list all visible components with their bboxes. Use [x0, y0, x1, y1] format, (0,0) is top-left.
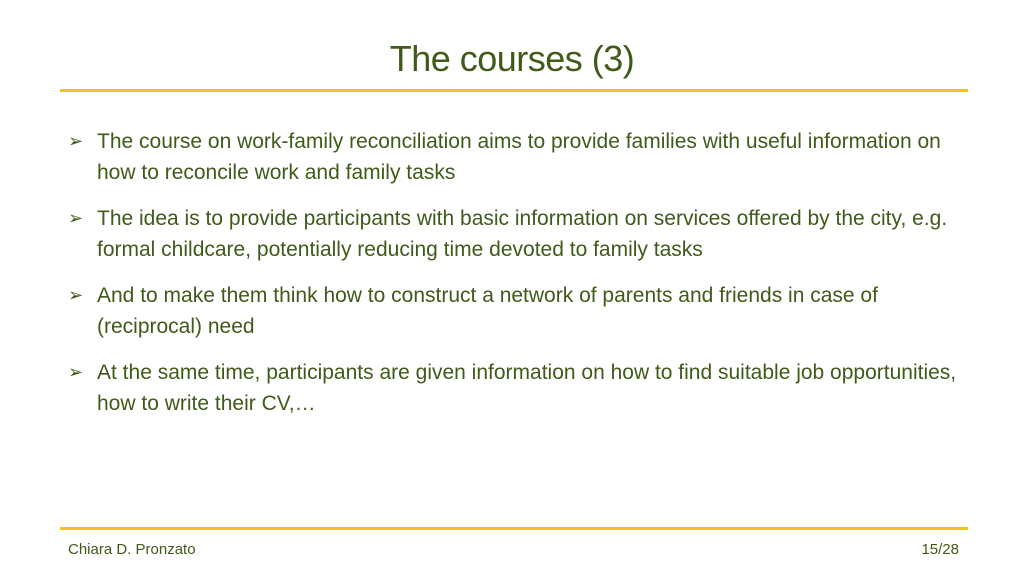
bullet-item [68, 126, 968, 188]
arrow-bullet-icon: ➢ [68, 362, 84, 382]
bullet-item [68, 203, 968, 265]
bullet-text: The course on work-family reconciliation aims to provide families with useful information on how to reconcile work and family tasks [97, 130, 941, 184]
arrow-bullet-icon: ➢ [68, 285, 84, 305]
page-number: 15/28 [921, 541, 959, 558]
title-divider [60, 89, 968, 92]
footer-author: Chiara D. Pronzato [68, 541, 196, 558]
slide-title: The courses (3) [389, 38, 635, 79]
bullet-item [68, 357, 968, 419]
bullet-item [68, 280, 968, 342]
arrow-bullet-icon: ➢ [68, 208, 84, 228]
bullet-text: And to make them think how to construct a network of parents and friends in case of (reciprocal) need [97, 284, 878, 338]
arrow-bullet-icon: ➢ [68, 131, 84, 151]
bullet-text: The idea is to provide participants with basic information on services offered by the city, e.g. formal childcare, potentially reducing time devoted to family tasks [97, 207, 948, 261]
footer-divider [60, 527, 968, 530]
bullet-text: At the same time, participants are given information on how to find suitable job opportunities, how to write their CV,… [97, 361, 957, 415]
bullet-list [68, 126, 968, 434]
